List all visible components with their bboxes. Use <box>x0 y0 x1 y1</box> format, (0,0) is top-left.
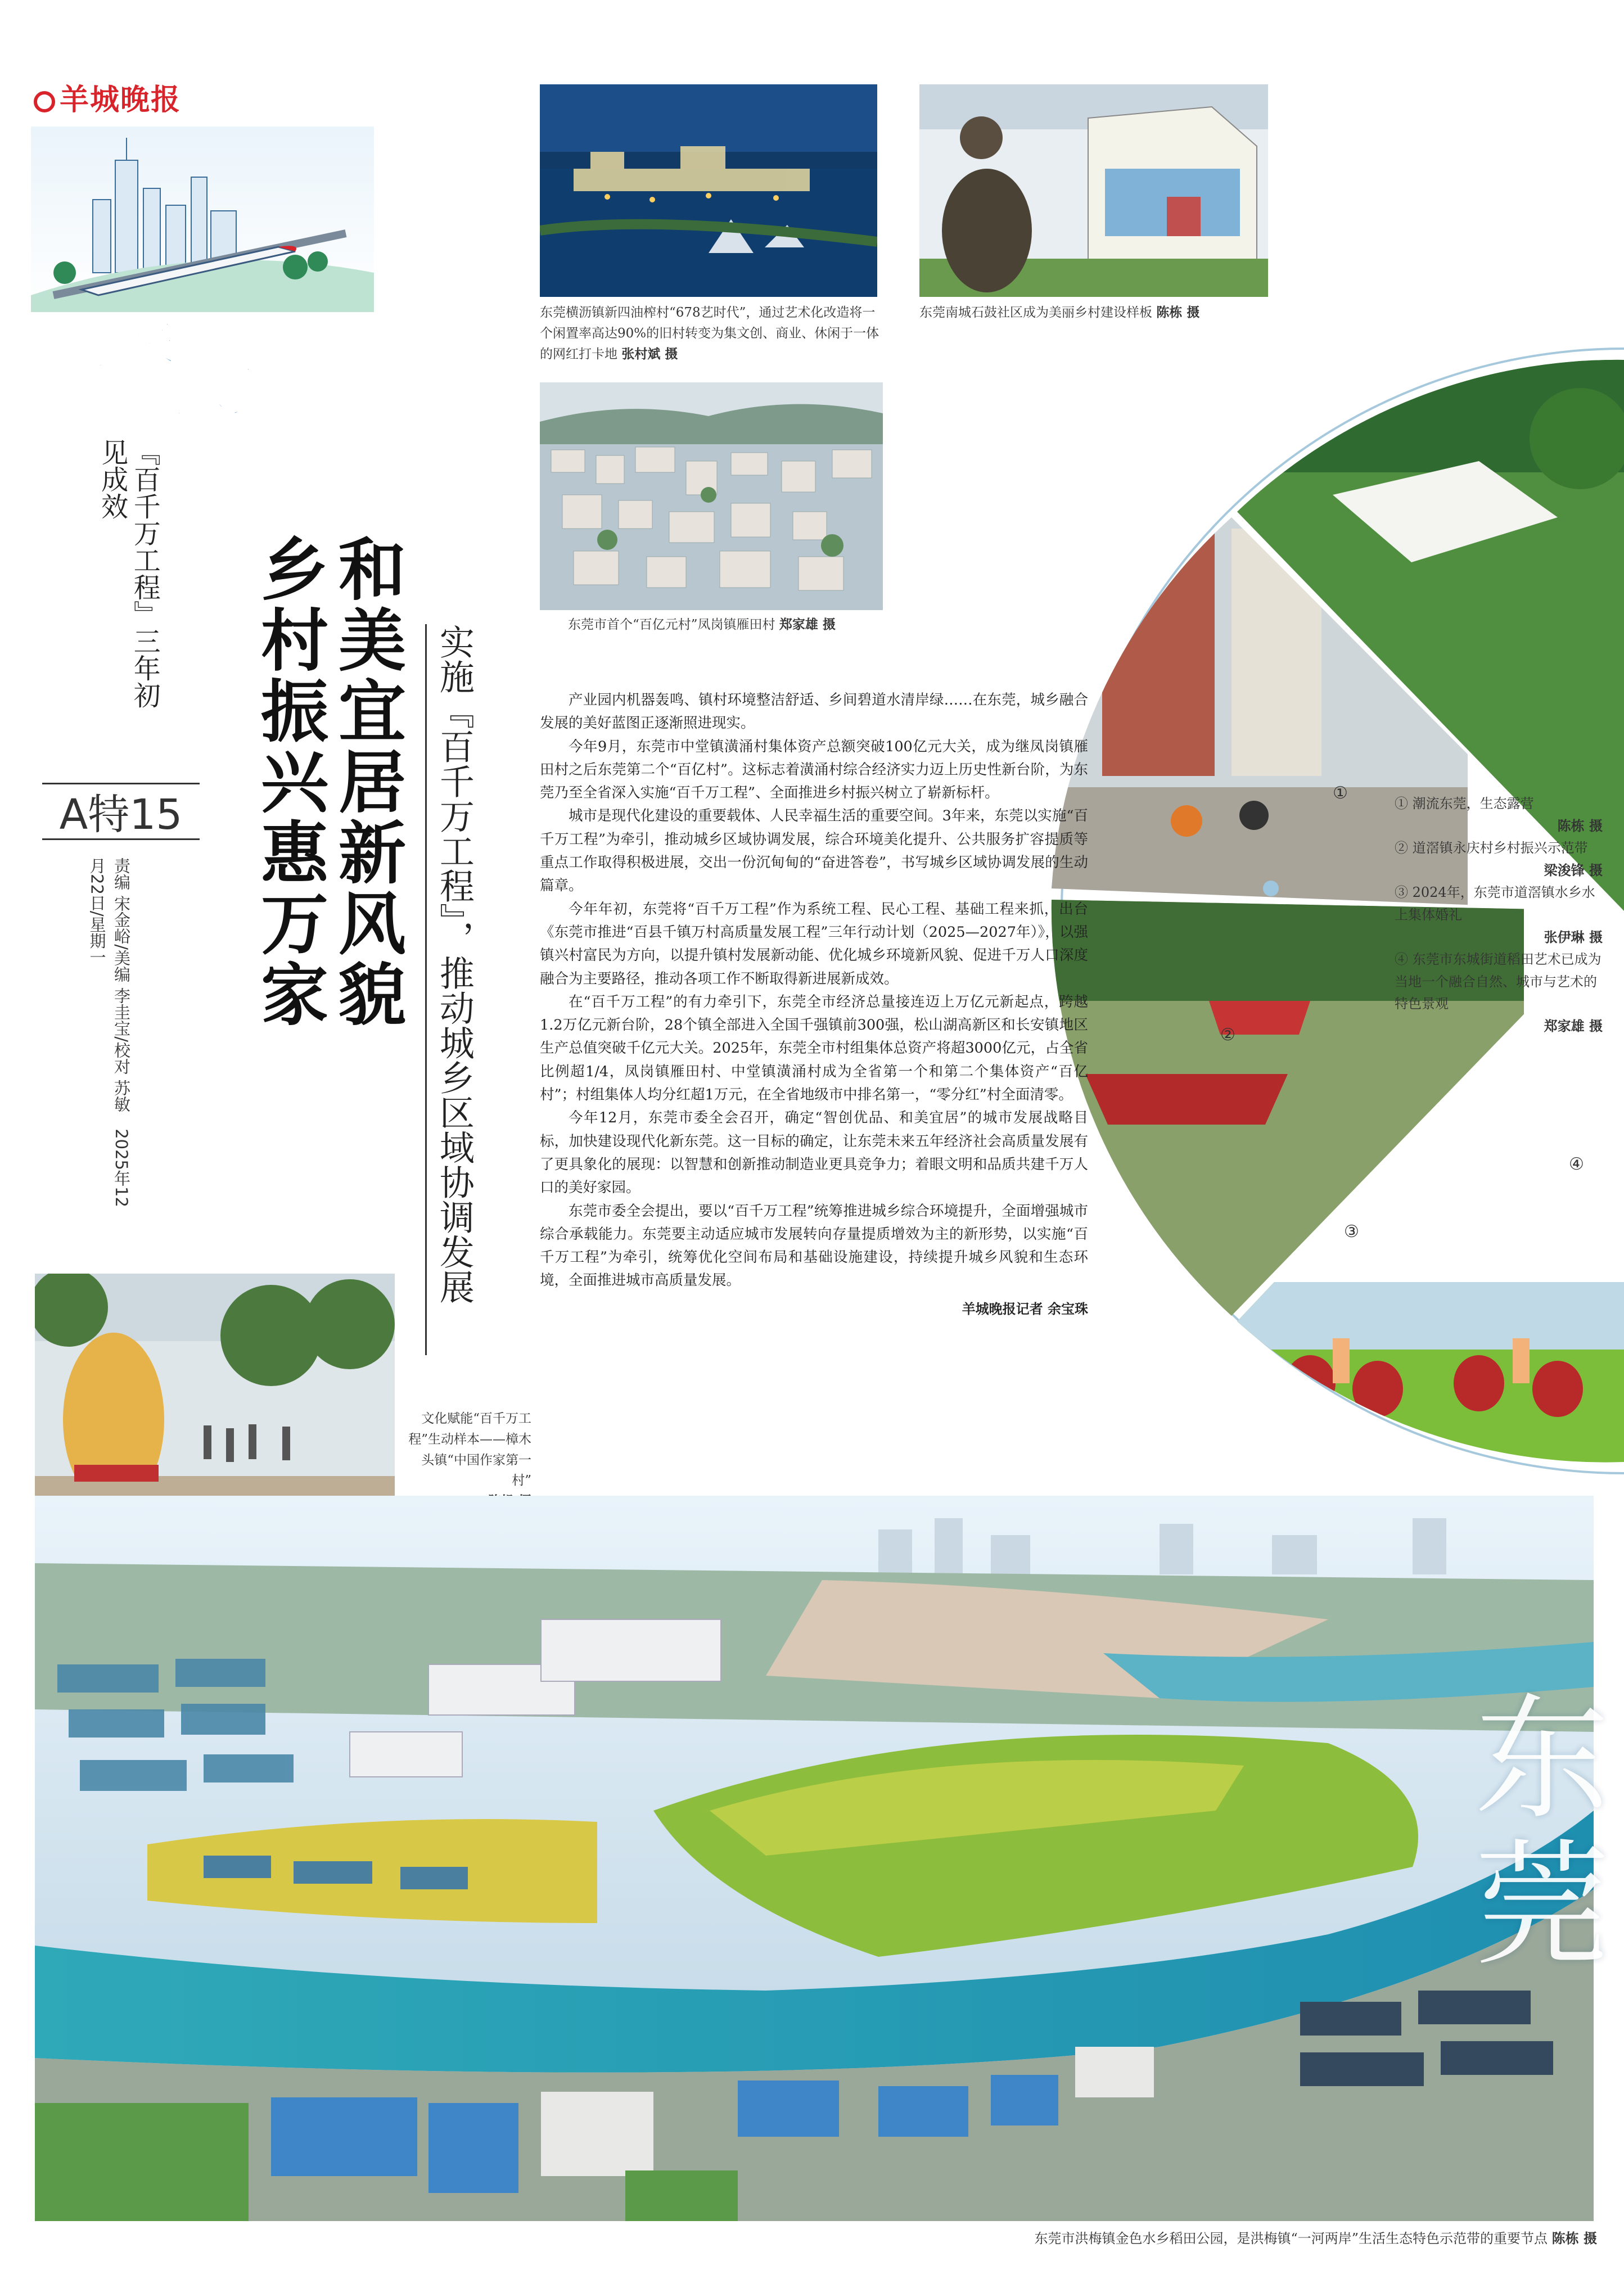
caption-main: 东莞市洪梅镇金色水乡稻田公园，是洪梅镇“一河两岸”生活生态特色示范带的重要节点 陈栋 摄 <box>1034 2231 1597 2246</box>
byline: 羊城晚报记者 余宝珠 <box>962 1301 1088 1317</box>
caption-photo3: 东莞市首个“百亿元村”凤岗镇雁田村 郑家雄 摄 <box>568 617 836 632</box>
caption-photo2: 东莞南城石鼓社区成为美丽乡村建设样板 陈栋 摄 <box>919 305 1200 320</box>
article-paragraph: 东莞市委全会提出，要以“百千万工程”统筹推进城乡综合环境提升，全面增强城市综合承载能力。东莞要主动适应城市发展转向存量提质增效为主的新形势，以实施“百千万工程”为牵引，统筹优化空间布局和基础设施建设，持续提升城乡风貌和生态环境，全面推进城市高质量发展。 <box>540 1202 1088 1289</box>
slogan-line2: 粤好 <box>143 358 256 419</box>
logo-ring-icon <box>34 91 55 112</box>
wheel-legend: ① 潮流东莞，生态露营 陈栋 摄 ② 道滘镇永庆村乡村振兴示范带 梁浚锋 摄 ③ 2024年，东莞市道滘镇水乡水上集体婚礼 张伊琳 摄 ④ 东莞市东城街道稻田艺术已成为当地一个融合自然、城市与艺术的特色景观 郑家雄 摄 <box>1395 793 1603 1038</box>
photo-main-aerial <box>35 1496 1594 2221</box>
series-title: 『百千万工程』三年初见成效 <box>96 439 161 708</box>
photo-shigu-community <box>919 84 1268 297</box>
photo-writer-village <box>35 1274 395 1510</box>
credit-main: 陈栋 摄 <box>1551 2231 1597 2246</box>
wheel-label-3: ③ <box>1344 1222 1359 1242</box>
headline-line2: 乡村振兴惠万家 <box>250 534 329 1030</box>
legend-item-3: ③ 2024年，东莞市道滘镇水乡水上集体婚礼 <box>1395 884 1595 923</box>
caption-photo1: 东莞横沥镇新四油榨村“678艺时代”，通过艺术化改造将一个闲置率高达90%的旧村转变为集文创、商业、休闲于一体的网红打卡地 张村斌 摄 <box>540 305 879 362</box>
subheadline: 实施『百千万工程』，推动城乡区域协调发展 <box>433 624 475 1355</box>
article-paragraph: 城市是现代化建设的重要载体、人民幸福生活的重要空间。3年来，东莞以实施“百千万工程”为牵引，推动城乡区域协调发展，综合环境美化提升、公共服务扩容提质等重点工作取得积极进展，交出一份沉甸甸的“奋进答卷”，书写城乡区域协调发展的生动篇章。 <box>540 807 1088 895</box>
caption-photo4: 文化赋能“百千万工程”生动样本——樟木头镇“中国作家第一村” <box>405 1409 531 1512</box>
article-paragraph: 今年年初，东莞将“百千万工程”作为系统工程、民心工程、基础工程来抓，出台《东莞市推进“百县千镇万村高质量发展工程”三年行动计划（2025—2027年）》，以强镇兴村富民为方向，以提升镇村发展新动能、优化城乡环境新风貌、促进千万人口深度融合为主要路径，推动各项工作不断取得新进展新成效。 <box>540 900 1088 987</box>
legend-item-4: ④ 东莞市东城街道稻田艺术已成为当地一个融合自然、城市与艺术的特色景观 <box>1395 951 1602 1012</box>
city-name: 东莞 <box>1452 1687 1609 1979</box>
page-number: A特15 <box>42 783 200 840</box>
credit-photo3: 郑家雄 摄 <box>779 617 836 632</box>
legend-item-1: ① 潮流东莞，生态露营 <box>1395 796 1534 811</box>
article-paragraph: 今年9月，东莞市中堂镇潢涌村集体资产总额突破100亿元大关，成为继凤岗镇雁田村之后东莞第二个“百亿村”。这标志着潢涌村综合经济实力迈上历史性新台阶，为东莞乃至全省深入实施“百千万工程”、全面推进乡村振兴树立了崭新标杆。 <box>540 738 1088 802</box>
photo-art-village <box>540 84 877 297</box>
editor-credits: 责编 宋金峪/美编 李圭宝/校对 苏敏 2025年12月22日/星期一 <box>87 858 131 1207</box>
photo-yantian-village <box>540 382 883 610</box>
masthead-logo: 羊城晚报 <box>34 76 181 118</box>
credit-photo2: 陈栋 摄 <box>1156 305 1200 320</box>
headline-line1: 和美宜居新风貌 <box>327 534 407 1030</box>
legend-item-2: ② 道滘镇永庆村乡村振兴示范带 <box>1395 840 1588 856</box>
wheel-label-4: ④ <box>1569 1154 1584 1174</box>
article-paragraph: 今年12月，东莞市委全会召开，确定“智创优品、和美宜居”的城市发展战略目标，加快建设现代化新东莞。这一目标的确定，让东莞未来五年经济社会高质量发展有了更具象化的展现：以智慧和创新推动制造业更具竞争力；着眼文明和品质共建千万人口的美好家园。 <box>540 1109 1088 1197</box>
credit-photo1: 张村斌 摄 <box>621 346 678 362</box>
article-body <box>540 689 1088 1320</box>
wheel-label-2: ② <box>1220 1025 1235 1045</box>
headline <box>250 534 405 1108</box>
wheel-photo-rice-art <box>1187 1282 1624 1496</box>
slogan-line1: 粤来 <box>65 310 177 376</box>
article-paragraph: 在“百千万工程”的有力牵引下，东莞全市经济总量接连迈上万亿元新起点，跨越1.2万亿元新台阶，28个镇全部进入全国千强镇前300强，松山湖高新区和长安镇地区生产总值突破千亿元大关。2025年，东莞全市村组集体总资产将超3000亿元，占全省比例超1/4，凤岗镇雁田村、中堂镇潢涌村成为全省第一个和第二个集体资产“百亿村”；村组集体人均分红超1万元，在全省地级市中排名第一，“零分红”村全面清零。 <box>540 993 1088 1104</box>
brand-illustration <box>31 127 374 419</box>
wheel-label-1: ① <box>1333 783 1348 803</box>
article-paragraph: 产业园内机器轰鸣、镇村环境整洁舒适、乡间碧道水清岸绿……在东莞，城乡融合发展的美好蓝图正逐渐照进现实。 <box>540 692 1088 732</box>
